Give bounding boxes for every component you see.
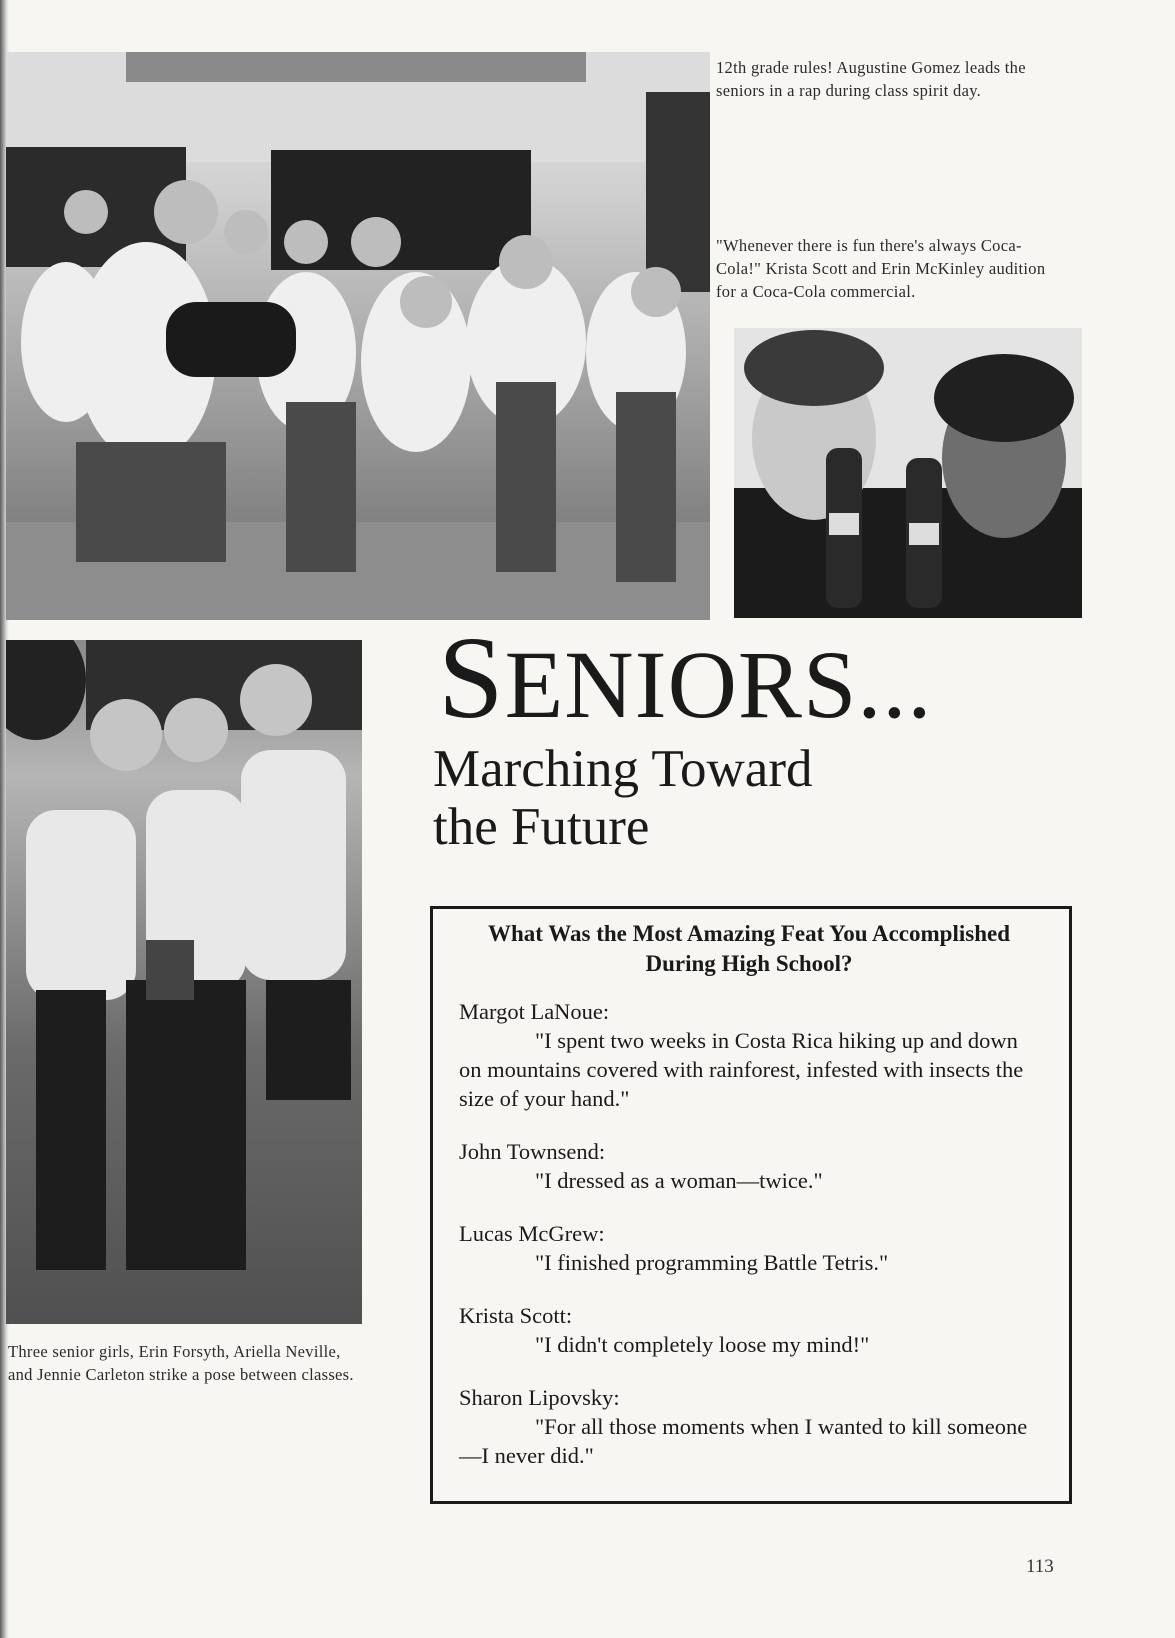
answer-entry <box>459 1301 1039 1359</box>
caption-three-senior-girls: Three senior girls, Erin Forsyth, Ariella Neville, and Jennie Carleton strike a pose between classes. <box>8 1342 354 1384</box>
photo-three-senior-girls <box>6 640 362 1324</box>
caption-class-spirit-day: 12th grade rules! Augustine Gomez leads the seniors in a rap during class spirit day. <box>716 58 1026 100</box>
page-subtitle: Marching Toward the Future <box>433 740 813 856</box>
photo-class-spirit-day <box>6 52 710 620</box>
answer-quote: "I finished programming Battle Tetris." <box>535 1250 889 1275</box>
answer-quote: "For all those moments when I wanted to kill someone—I never did." <box>459 1414 1028 1468</box>
page-title: SENIORS... <box>438 612 933 743</box>
answer-name: Krista Scott: <box>459 1303 573 1328</box>
photo-coca-cola-commercial <box>734 328 1082 618</box>
answer-name: Sharon Lipovsky: <box>459 1385 620 1410</box>
answer-quote: "I spent two weeks in Costa Rica hiking up and down on mountains covered with rainforest, infested with insects the size of your hand." <box>459 1028 1024 1111</box>
page-number: 113 <box>1026 1556 1054 1577</box>
answer-name: John Townsend: <box>459 1139 606 1164</box>
answer-quote: "I didn't completely loose my mind!" <box>535 1332 870 1357</box>
answer-name: Margot LaNoue: <box>459 999 610 1024</box>
answer-entry <box>459 997 1039 1113</box>
answer-entry <box>459 1219 1039 1277</box>
answer-name: Lucas McGrew: <box>459 1221 605 1246</box>
question-box <box>430 906 1072 1504</box>
answer-quote: "I dressed as a woman—twice." <box>535 1168 823 1193</box>
question-box-heading: What Was the Most Amazing Feat You Accomplished During High School? <box>488 921 1010 976</box>
answer-entry <box>459 1137 1039 1195</box>
caption-coca-cola: "Whenever there is fun there's always Coca-Cola!" Krista Scott and Erin McKinley audition for a Coca-Cola commercial. <box>716 236 1046 301</box>
answer-entry <box>459 1383 1039 1470</box>
